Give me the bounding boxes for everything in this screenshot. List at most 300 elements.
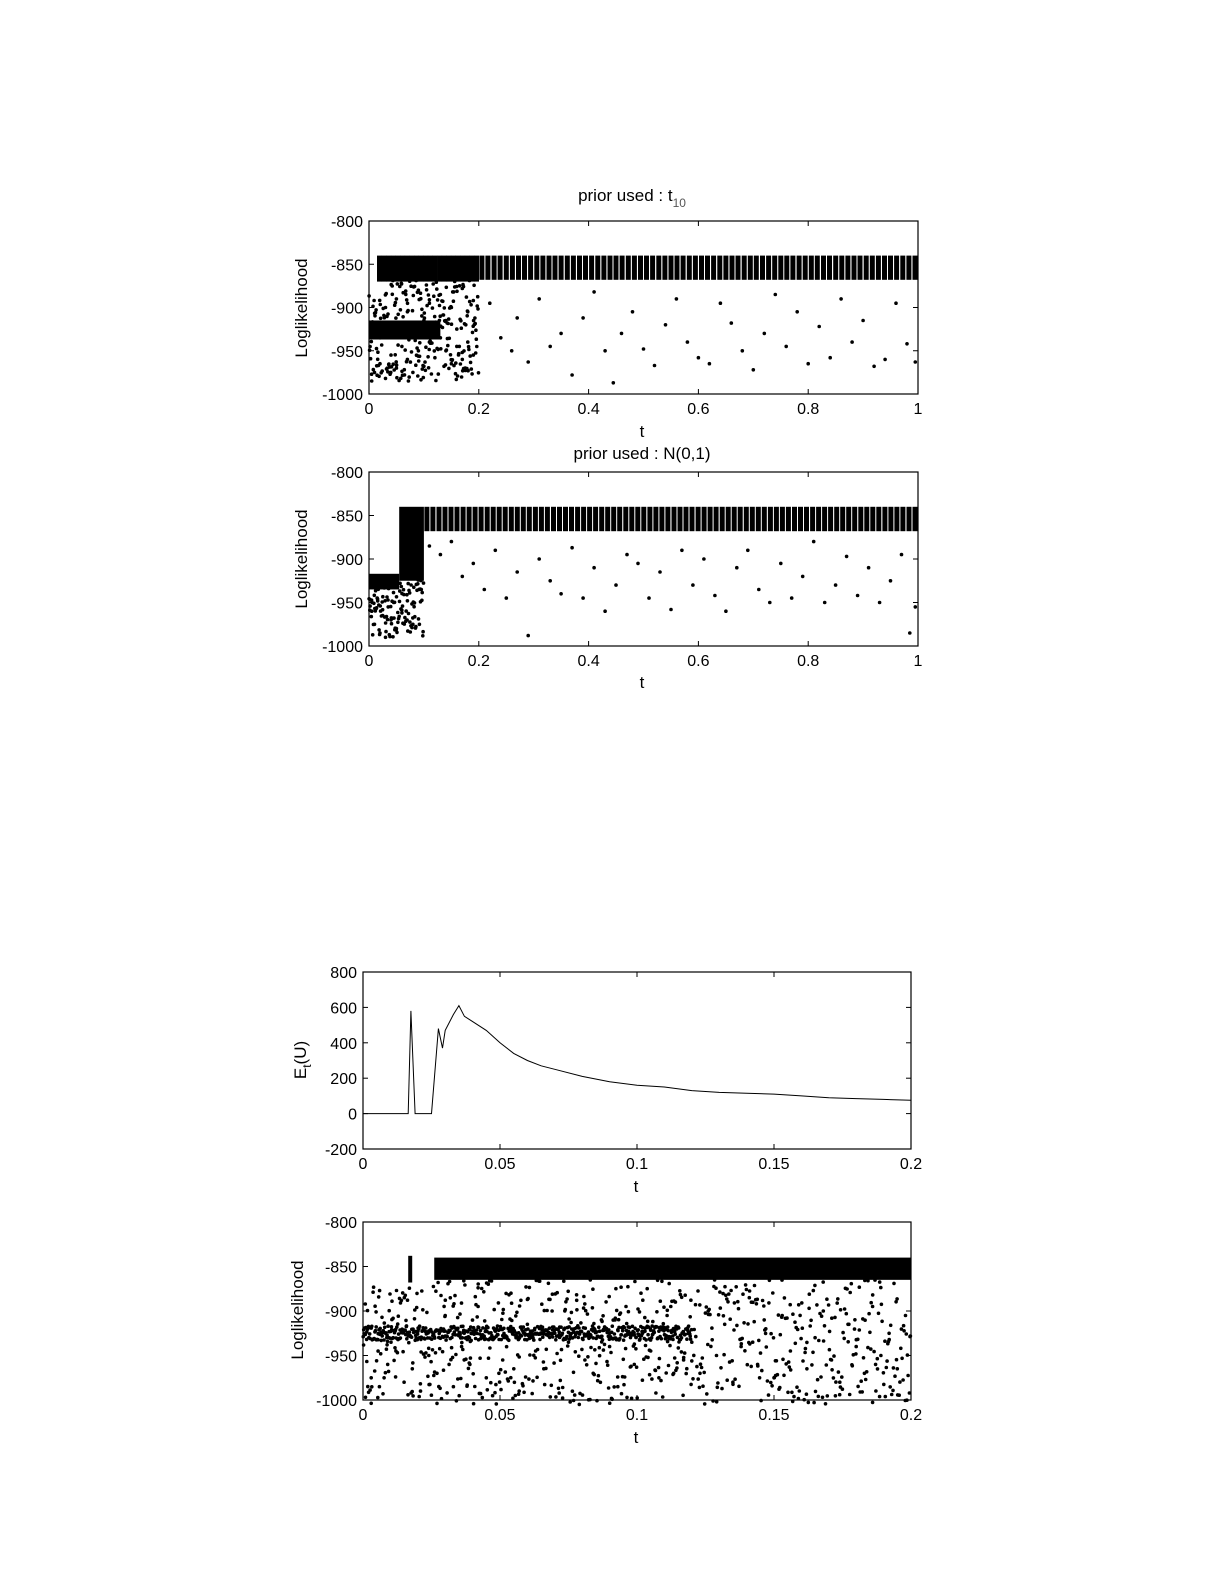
data-point [779,562,783,566]
scatter-point [702,1371,706,1375]
scatter-point [830,1316,834,1320]
dense-band-upper [605,507,610,531]
chart-loglikelihood-zoom [288,1215,922,1447]
scatter-point [571,1389,575,1393]
scatter-point [763,1328,767,1332]
scatter-point [446,344,450,348]
data-point [879,1354,883,1358]
data-point [411,371,415,375]
scatter-point [420,308,424,312]
data-point [878,601,882,605]
scatter-point [394,316,398,320]
scatter-point [658,1357,662,1361]
scatter-point [477,371,481,375]
scatter-point [675,1366,679,1370]
scatter-point [421,630,425,634]
scatter-point [424,369,428,373]
scatter-point [561,1396,565,1400]
data-point [724,609,728,613]
dense-band-upper [553,256,558,280]
dense-band-upper [846,507,851,531]
scatter-point [391,279,395,283]
scatter-point [751,1301,755,1305]
y-axis-label: Loglikelihood [288,1260,307,1360]
scatter-point [579,1321,583,1325]
scatter-point [372,368,376,372]
scatter-point [447,1363,451,1367]
scatter-point [434,379,438,383]
dense-band-upper [768,507,773,531]
scatter-point [414,625,418,629]
scatter-point [480,1287,484,1291]
scatter-point [451,358,455,362]
scatter-point [817,1339,821,1343]
dense-band-upper [774,507,779,531]
data-point [472,299,476,303]
scatter-point [780,1278,784,1282]
scatter-point [664,1371,668,1375]
scatter-point [366,1385,370,1389]
scatter-point [810,1363,814,1367]
scatter-point [793,1320,797,1324]
dense-band-lower [600,1335,604,1339]
data-point [914,360,918,364]
scatter-point [891,1389,895,1393]
dense-band-lower [520,1334,524,1338]
scatter-point [614,1287,618,1291]
scatter-point [572,1371,576,1375]
dense-band-upper [632,256,637,280]
scatter-point [443,306,447,310]
data-point [581,316,585,320]
dense-band-upper [669,256,674,280]
scatter-point [801,1359,805,1363]
scatter-point [805,1392,809,1396]
scatter-point [840,1375,844,1379]
dense-band-upper [446,256,451,282]
scatter-point [682,1356,686,1360]
scatter-point [376,358,380,362]
scatter-point [885,1359,889,1363]
scatter-point [369,357,373,361]
x-axis-label: t [639,422,645,441]
scatter-point [677,1346,681,1350]
scatter-point [746,1322,750,1326]
y-tick-label: 0 [348,1106,357,1124]
data-point [723,1323,727,1327]
dense-band-lower [638,1337,642,1341]
scatter-point [746,1363,750,1367]
scatter-point [417,359,421,363]
dense-band-lower [376,1338,380,1342]
data-point [472,562,476,566]
scatter-point [378,299,382,303]
dense-band-upper [521,507,526,531]
scatter-point [411,309,415,313]
data-point [894,301,898,305]
scatter-point [834,1380,838,1384]
scatter-point [422,581,426,585]
scatter-point [843,1307,847,1311]
scatter-point [753,1284,757,1288]
dense-band-upper [430,507,435,531]
scatter-point [375,580,379,584]
dense-band-upper [827,256,832,280]
data-point [505,596,509,600]
y-tick-label: -200 [324,1142,357,1159]
dense-band-lower [565,1335,569,1339]
scatter-point [433,1370,437,1374]
scatter-point [415,1292,419,1296]
scatter-point [379,604,383,608]
scatter-point [424,345,428,349]
dense-band-upper [498,256,503,280]
scatter-point [373,594,377,598]
scatter-point [608,1401,612,1405]
scatter-point [442,313,446,317]
y-axis-label: Loglikelihood [292,509,311,609]
scatter-point [394,582,398,586]
dense-band-upper [711,256,716,280]
scatter-point [442,1368,446,1372]
scatter-point [462,1279,466,1283]
data-point [752,368,756,372]
scatter-point [426,1375,430,1379]
y-tick-label: -1000 [316,1393,357,1410]
scatter-point [421,367,425,371]
scatter-point [791,1400,795,1404]
scatter-point [491,1338,495,1342]
scatter-point [366,1309,370,1313]
scatter-point [401,604,405,608]
dense-band-upper [601,256,606,280]
dense-band-upper [641,507,646,531]
scatter-point [407,338,411,342]
scatter-point [654,1391,658,1395]
scatter-point [476,1286,480,1290]
dense-band-upper [589,256,594,280]
scatter-point [728,1317,732,1321]
scatter-point [391,1317,395,1321]
y-tick-label: -900 [324,1304,357,1321]
data-point [889,579,893,583]
scatter-point [459,362,463,366]
scatter-point [858,1328,862,1332]
scatter-point [741,1292,745,1296]
data-point [642,347,646,351]
data-point [757,588,761,592]
scatter-point [788,1303,792,1307]
dense-band-upper [620,256,625,280]
dense-band-upper [913,256,918,280]
scatter-point [385,1347,389,1351]
scatter-point [481,1396,485,1400]
scatter-point [432,1285,436,1289]
scatter-point [395,595,399,599]
scatter-point [639,1334,643,1338]
dense-band-lower [598,1329,602,1333]
scatter-point [528,1286,532,1290]
scatter-point [534,1356,538,1360]
x-tick-label: 0.05 [484,1156,516,1173]
dense-band-upper [750,507,755,531]
data-point [570,546,574,550]
scatter-point [787,1360,791,1364]
scatter-point [822,1339,826,1343]
scatter-point [652,1329,656,1333]
dense-band-upper [845,256,850,280]
data-point [735,566,739,570]
scatter-point [422,1336,426,1340]
scatter-point [817,1395,821,1399]
scatter-point [368,608,372,612]
scatter-point [716,1381,720,1385]
data-point [748,1296,752,1300]
scatter-point [438,1347,442,1351]
data-point [583,1358,587,1362]
data-point [389,353,393,357]
scatter-point [715,1400,719,1404]
scatter-point [592,1322,596,1326]
data-point [900,553,904,557]
dense-band-lower [677,1326,681,1330]
scatter-point [376,599,380,603]
dense-band-upper [629,507,634,531]
dense-band-upper [377,256,382,282]
dense-band-upper [626,256,631,280]
scatter-point [382,586,386,590]
scatter-point [565,1297,569,1301]
dense-band-upper [539,507,544,531]
scatter-point [752,1320,756,1324]
scatter-point [436,1281,440,1285]
dense-band-upper [662,256,667,280]
data-point [515,570,519,574]
data-point [801,575,805,579]
scatter-point [700,1366,704,1370]
scatter-point [420,1289,424,1293]
x-tick-label: 0.6 [687,653,710,670]
data-point [823,601,827,605]
scatter-point [533,1327,537,1331]
data-point [812,540,816,544]
scatter-point [727,1292,731,1296]
data-point [537,557,541,561]
dense-band-upper [451,256,456,282]
scatter-point [720,1387,724,1391]
x-tick-label: 0.2 [467,653,490,670]
scatter-point [418,1324,422,1328]
scatter-point [371,582,375,586]
data-point [526,1323,530,1327]
scatter-point [838,1393,842,1397]
scatter-point [375,347,379,351]
scatter-point [598,1354,602,1358]
scatter-point [593,1348,597,1352]
scatter-point [419,291,423,295]
data-point [485,1376,489,1380]
data-point [499,336,503,340]
dense-band-upper [545,507,550,531]
data-point [822,1309,826,1313]
data-point [411,1367,415,1371]
scatter-point [465,295,469,299]
scatter-point [681,1394,685,1398]
scatter-point [538,1279,542,1283]
data-point [633,1363,637,1367]
scatter-point [530,1333,534,1337]
dense-band-upper [882,256,887,280]
scatter-point [878,1395,882,1399]
dense-band-upper [534,256,539,280]
scatter-point [430,341,434,345]
scatter-point [573,1393,577,1397]
data-point [395,297,399,301]
scatter-point [833,1316,837,1320]
scatter-point [666,1309,670,1313]
scatter-point [545,1309,549,1313]
dense-band-upper [571,256,576,280]
scatter-point [856,1385,860,1389]
scatter-point [368,1326,372,1330]
scatter-point [404,577,408,581]
scatter-point [560,1348,564,1352]
dense-band-upper [423,256,428,282]
scatter-point [390,1299,394,1303]
dense-band-upper [888,507,893,531]
dense-band-upper [792,507,797,531]
data-point [746,549,750,553]
scatter-point [384,292,388,296]
scatter-point [719,1306,723,1310]
scatter-point [409,360,413,364]
scatter-point [625,1322,629,1326]
scatter-point [547,1282,551,1286]
scatter-point [807,1307,811,1311]
data-point [647,596,651,600]
scatter-point [368,604,372,608]
data-point [834,583,838,587]
scatter-point [714,1286,718,1290]
scatter-point [372,299,376,303]
scatter-point [672,1299,676,1303]
dense-band-lower [557,1330,561,1334]
scatter-point [478,1356,482,1360]
scatter-point [494,1383,498,1387]
scatter-point [400,1299,404,1303]
scatter-point [399,377,403,381]
scatter-point [430,372,434,376]
scatter-point [431,306,435,310]
data-point [719,301,723,305]
data-point [795,310,799,314]
scatter-point [666,1340,670,1344]
dense-band-upper [784,256,789,280]
scatter-point [866,1279,870,1283]
y-tick-label: -950 [324,1348,357,1366]
scatter-point [391,635,395,639]
x-tick-label: 0.4 [577,401,600,418]
scatter-point [633,1280,637,1284]
dense-band-upper [617,507,622,531]
dense-band-upper [540,256,545,280]
dense-band-upper [876,256,881,280]
scatter-point [821,1280,825,1284]
scatter-point [406,1298,410,1302]
chart-title: prior used : N(0,1) [573,444,711,463]
scatter-point [816,1378,820,1382]
scatter-point [551,1332,555,1336]
dense-band-upper [623,507,628,531]
scatter-point [686,1326,690,1330]
dense-band-upper [485,507,490,531]
scatter-point [797,1397,801,1401]
scatter-point [574,1350,578,1354]
scatter-point [383,323,387,327]
data-point [614,583,618,587]
scatter-point [606,1363,610,1367]
scatter-point [575,1293,579,1297]
scatter-point [604,1300,608,1304]
chart-et-u [291,965,922,1196]
scatter-point [837,1370,841,1374]
scatter-point [554,1395,558,1399]
scatter-point [734,1285,738,1289]
scatter-point [755,1302,759,1306]
scatter-point [791,1312,795,1316]
scatter-point [458,1312,462,1316]
chart-title: prior used : $t_{10}$ [578,186,686,210]
scatter-point [583,1302,587,1306]
scatter-point [824,1402,828,1406]
scatter-point [854,1352,858,1356]
scatter-point [378,633,382,637]
scatter-point [465,1383,469,1387]
x-axis-label: t [639,673,645,692]
dense-band-upper [900,256,905,280]
scatter-point [455,290,459,294]
dense-band-upper [614,256,619,280]
scatter-point [469,361,473,365]
scatter-point [812,1401,816,1405]
scatter-point [526,1297,530,1301]
data-point [402,1380,406,1384]
chart-prior-normal [292,444,923,692]
scatter-point [417,1395,421,1399]
dense-band-upper [515,507,520,531]
scatter-point [622,1358,626,1362]
scatter-point [463,1283,467,1287]
scatter-point [543,1383,547,1387]
data-point [664,323,668,327]
data-point [856,594,860,598]
scatter-point [434,1351,438,1355]
dense-band-upper [465,256,470,282]
scatter-point [501,1311,505,1315]
scatter-point [414,279,418,283]
scatter-point [600,1340,604,1344]
scatter-point [899,1347,903,1351]
data-point [592,290,596,294]
scatter-point [514,1314,518,1318]
scatter-point [609,1351,613,1355]
scatter-point [873,1278,877,1282]
scatter-point [475,337,479,341]
dense-band-upper [443,507,448,531]
dense-band-lower [444,1338,448,1342]
scatter-point [458,284,462,288]
data-point [896,1367,900,1371]
